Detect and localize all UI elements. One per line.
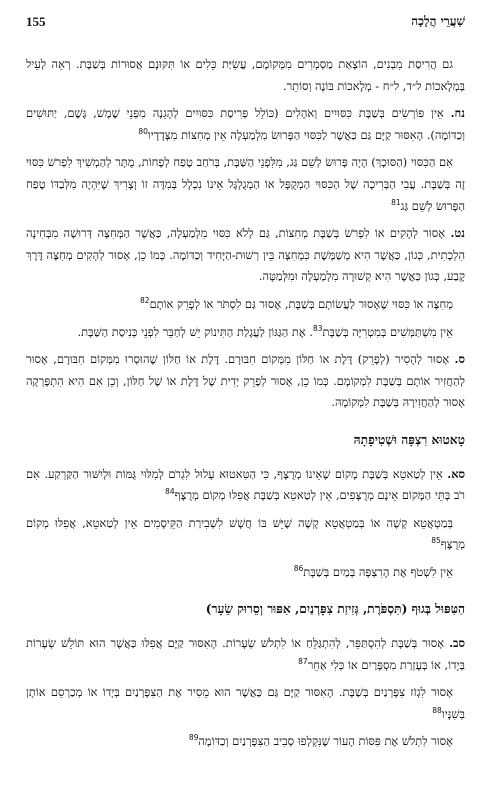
footnote-marker: 82 [140, 296, 150, 306]
footnote-marker: 81 [391, 197, 401, 207]
paragraph [26, 349, 465, 414]
paragraph-marker: נט. [450, 226, 465, 241]
footnote-marker: 80 [138, 126, 148, 136]
paragraph-text: אֵין מִשְׁתַּמְּשִׁים בְּמִטְרִיָּה בְּשַׁבָּת [322, 324, 453, 339]
paragraph-group-a [26, 54, 465, 414]
page-body [26, 54, 465, 753]
paragraph-text: אֵין פּוֹרְשִׂים בְּשַׁבָּת כִּסּוּיִים וְאֹהָלִים (כּוֹלֵל פְּרִיסַת כִּסּוּיִים לְהָגֵנָה מִפְּנֵי שֶׁמֶשׁ, גֶּשֶׁם, יַתּוּשִׁים וְכַדּוֹמֶה). הָאִסּוּר קַיָּם גַּם כַּאֲשֶׁר לַכִּסּוּי הַפָּרוּשׂ מִלְמַעְלָה אֵין מְחִצּוֹת מִצְּדָדָיו [26, 106, 465, 142]
footnote-marker: 88 [432, 706, 442, 716]
footnote-marker: 84 [165, 487, 175, 497]
footnote-marker: 86 [293, 564, 304, 574]
footnote-marker: 85 [431, 536, 441, 546]
section-title-body-care: הַטִּפּוּל בְּגוּף (תִּסְפֹּרֶת, גְּזִיזַת צִפָּרְנַיִם, אִפּוּר וְסֵרוּק שֵׂעָר) [205, 602, 465, 617]
paragraph [26, 682, 465, 725]
paragraph-group-c [26, 633, 465, 753]
paragraph-marker: סב. [449, 636, 465, 651]
paragraph [26, 223, 465, 288]
paragraph-marker: נח. [450, 106, 465, 121]
paragraph-text: אִם הַכִּסּוּי (הַסּוּכָךְ) הָיָה פָּרוּשׂ לְשֵׁם גַּג, מִלִּפְנֵי הַשַּׁבָּת, בְּרֹחַב טֶפַח לְפָחוֹת, מֻתָּר לְהַמְשִׁיךְ לִפְרֹשׂ כִּסּוּי זֶה בְּשַׁבָּת. עֲבִי הַבְּרִיכָה שֶׁל הַכִּסּוּי הַמְקֻפָּל אוֹ הַמְגֻלְגָּל אֵינוֹ נִכְלָל בְּמִדָּה זוֹ וְצָרִיךְ שֶׁיִּהְיֶה מִלְּבַדּוֹ טֶפַח הַפָּרוּשׂ לְשֵׁם גַּג [26, 155, 465, 213]
paragraph-text: בְּמַטְאֲטֵא קָשֶׁה אוֹ בְּמַטְאֲטֵא קָשֶׁה שֶׁיֵּשׁ בּוֹ חֲשָׁשׁ לִשְׁבִירַת הַקֵּיסָמִים אֵין לְטַאטֵא, אֲפִלּוּ מְקוֹם מְרֻצָּף [26, 515, 465, 552]
footnote-marker: 87 [298, 656, 308, 666]
paragraph-text: אָסוּר לְהָסִיר (לְפָרֵק) דֶּלֶת אוֹ חַלּוֹן מִמְּקוֹם חִבּוּרָם. דֶּלֶת אוֹ חַלּוֹן שֶׁהוּסְרוּ מִמְּקוֹם חִבּוּרָם, אָסוּר לְהַחֲזִיר אוֹתָם בְּשַׁבָּת לִמְקוֹמָם. כְּמוֹ כֵן, אָסוּר לְפָרֵק יְדִית שֶׁל דֶּלֶת אוֹ שֶׁל חַלּוֹן, וְכֵן אִם הִיא הִתְפָּרְקָה אָסוּר לְהַחֲזִירָהּ בְּשַׁבָּת לִמְקוֹמָהּ. [26, 352, 465, 410]
paragraph-text: אָסוּר לִתְלֹשׁ אֶת פִּסּוֹת הָעוֹר שֶׁנִּקְלְפוּ סְבִיב הַצִּפָּרְנַיִם וְכַדּוֹמֶה [198, 734, 453, 749]
paragraph [26, 294, 465, 316]
paragraph-text: מְחִצָּה אוֹ כִּסּוּי שֶׁאָסוּר לַעֲשׂוֹתָם בְּשַׁבָּת, אָסוּר גַּם לִסְתֹּר אוֹ לְפָרֵק אוֹתָם [149, 296, 453, 311]
paragraph-text: אֵין לִשְׁטֹף אֶת הָרִצְפָּה בְּמַיִם בְּשַׁבָּת [303, 564, 453, 579]
paragraph-marker: סא. [447, 466, 465, 481]
paragraph [26, 103, 465, 146]
page-number: 155 [26, 14, 46, 29]
paragraph [26, 633, 465, 676]
paragraph-group-b [26, 464, 465, 584]
paragraph [26, 513, 465, 556]
footnote-marker: 83 [312, 323, 323, 333]
paragraph-text: אָסוּר לִגְזֹז צִפָּרְנַיִם בְּשַׁבָּת. הָאִסּוּר קַיָּם גַּם כַּאֲשֶׁר הוּא מֵסִיר אֶת הַצִּפָּרְנַיִם בְּיָדוֹ אוֹ מְכַרְסֵם אוֹתָן בְּשִׁנָּיו [26, 685, 465, 721]
paragraph-text-tail: . אֶת הַגַּגּוֹן לַעֲגָלַת הַתִּינוֹק יֵשׁ לְחַבֵּר לִפְנֵי כְּנִיסַת הַשַּׁבָּת. [77, 324, 313, 339]
section-title-sweeping: טָאטוּא רִצְפָּה וּשְׁטִיפָתָהּ [353, 432, 465, 447]
paragraph-marker: ס. [454, 352, 465, 367]
paragraph-text: גם הֲרִיסַת מִבְנִים, הוֹצָאַת מַסְמְרִים מִמְּקוֹמָם, עֲשִׂיַּת כֵּלִים אוֹ תִּקּוּנָם אֲסוּרוֹת בְּשַׁבָּת. רְאֵה לְעֵיל בְּמְלָאכוֹת ל״ד, ל״ח - מְלָאכוֹת בּוֹנֶה וְסוֹתֵר. [26, 57, 465, 93]
page-header [26, 14, 465, 36]
paragraph-text: אָסוּר לְהָקִים אוֹ לִפְרֹשׂ בְּשַׁבָּת מְחִצּוֹת, גַּם לְלֹא כִּסּוּי מִלְמַעְלָה, כַּאֲשֶׁר הַמְּחִצָּה דְּרוּשָׁה מִבְּחִינָה הִלְכָתִית, כְּגוֹן, כַּאֲשֶׁר הִיא מְשַׁמֶּשֶׁת כִּמְחִצָּה בֵּין רְשׁוּת-הַיָּחִיד וְכַדּוֹמֶה. כְּמוֹ כֵן, אָסוּר לְהָקִים מְחִצָּה דֶּרֶךְ קֶבַע, כְּגוֹן כַּאֲשֶׁר הִיא קְשׁוּרָה מִלְמַעְלָה וּמִלְּמַטָּה. [26, 226, 465, 284]
running-head: שַׁעֲרֵי הֲלָכָה [411, 14, 465, 28]
footnote-marker: 89 [188, 733, 199, 743]
paragraph [26, 54, 465, 97]
paragraph [26, 322, 465, 344]
paragraph [26, 464, 465, 507]
paragraph [26, 152, 465, 217]
paragraph-text: אֵין לְטַאטֵא בְּשַׁבָּת מָקוֹם שֶׁאֵינוֹ מְרֻצָּף, כִּי הַטִּאטוּא עָלוּל לִגְרֹם לְמִלּוּי גֻּמּוֹת וּלְיִשּׁוּר הַקַּרְקַע. אִם רֹב בָּתֵּי הַמָּקוֹם אֵינָם מְרֻצָּפִים, אֵין לְטַאטֵא בְּשַׁבָּת אֲפִלּוּ מְקוֹם מְרֻצָּף [26, 466, 465, 503]
paragraph [26, 562, 465, 584]
paragraph-text: אָסוּר בְּשַׁבָּת לְהִסְתַּפֵּר, לְהִתְגַּלֵּחַ אוֹ לִתְלֹשׁ שְׂעָרוֹת. הָאִסּוּר קַיָּם אֲפִלּוּ כַּאֲשֶׁר הוּא תּוֹלֵשׁ שְׂעָרוֹת בְּיָדוֹ, אוֹ בְּעֶזְרַת מִסְפָּרַיִם אוֹ כְּלִי אַחֵר [26, 636, 465, 672]
paragraph [26, 731, 465, 753]
